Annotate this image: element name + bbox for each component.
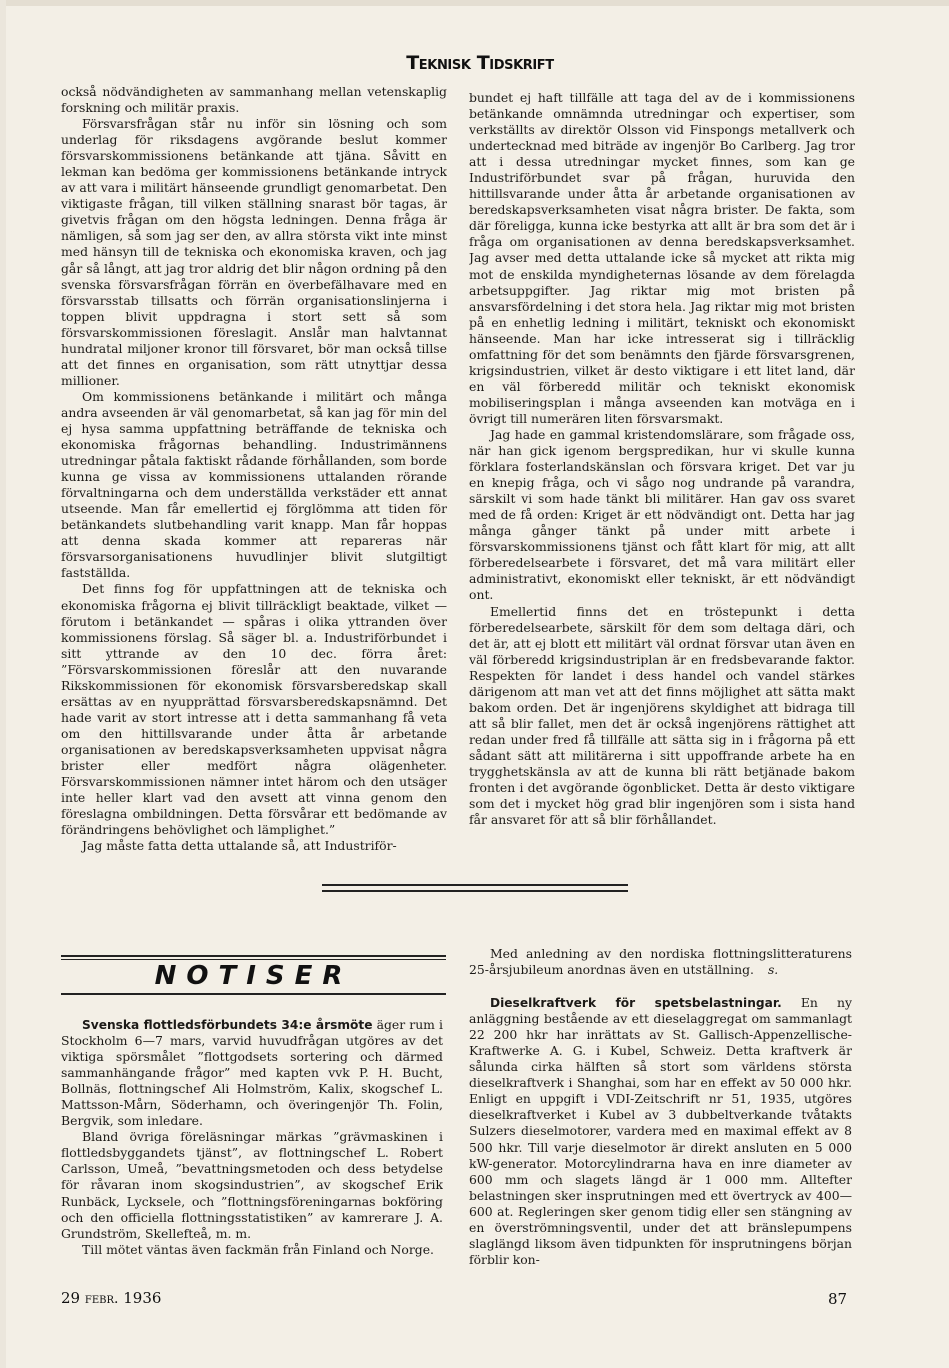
notiser-heading: NOTISER [154, 961, 353, 991]
notiser-heading-box [61, 955, 446, 997]
article-paragraph: Emellertid finns det en tröstepunkt i detta förberedelsearbete, särskilt för dem som deltaga däri, och det är, att ej blott ett militärt väl ordnat försvar utan även en väl förberedd krigsindustriplan är en fredsbevarande faktor. Respekten för landet i dess handel och vandel stärkes därigenom att man vet att det finns möjlighet att sätta makt bakom orden. Det är ingenjörens skyldighet att bidraga till att så blir fallet, men det är också ingenjörens rättighet att redan under fred få tillfälle att sätta sig in i frågorna på ett sådant sätt att militärerna i sitt uppoffrande arbete ha en trygghetskänsla av att de kunna bli rätt betjänade bakom fronten i det avgörande ögonblicket. Detta är desto viktigare som det i mycket hög grad blir ingenjören som i sista hand får ansvaret för att så blir förhållandet. [469, 603, 855, 828]
notiser-column-left [61, 1017, 443, 1277]
notice-paragraph: Bland övriga föreläsningar märkas ”grävmaskinen i flottledsbyggandets tjänst”, av flottningschef L. Robert Carlsson, Umeå, ”bevattningsmetoden och dess betydelse för råvaran inom skogsindustrien”, av skogschef Erik Runbäck, Lycksele, och ”flottningsföreningarnas bokföring och den officiella flottningsstatistiken” av kamrerare J. A. Grundström, Skellefteå, m. m. [61, 1129, 443, 1241]
notice-title: Svenska flottledsförbundets 34:e årsmöte [82, 1018, 373, 1032]
notice-body: Med anledning av den nordiska flottningslitteraturens 25-årsjubileum anordnas även en utställning. [469, 946, 852, 978]
article-paragraph: Det finns fog för uppfattningen att de tekniska och ekonomiska frågorna ej blivit tillräckligt beaktade, vilket — förutom i betänkandet — spåras i olika yttranden över kommissionens förslag. Så säger bl. a. Industriförbundet i sitt yttrande av den 10 dec. förra året: ”Försvarskommissionen föreslår att den nuvarande Rikskommissionen för ekonomisk försvarsberedskap skall ersättas av en nyupprättad försvarsberedskapsnämnd. Det hade varit av stort intresse att i detta sammanhang få veta om den hittillsvarande under åtta år arbetande organisationen av beredskapsverksamheten uppvisat några brister eller medfört några olägenheter. Försvarskommissionen nämner intet härom och den utsäger inte heller klart vad den avsett att vinna genom den föreslagna ombildningen. Detta försvårar ett bedömande av förändringens behövlighet och lämplighet.” [61, 581, 447, 838]
article-paragraph: Jag hade en gammal kristendomslärare, som frågade oss, när han gick igenom bergspredikan, hur vi skulle kunna förklara fosterlandskänslan och försvara kriget. Det var ju en knepig fråga, och vi sågo nog undrande på varandra, särskilt vi som hade tänkt bli militärer. Han gav oss svaret med de få orden: Kriget är ett nödvändigt ont. Detta har jag många gånger tänkt på under mitt arbete i försvarskommissionens tjänst och fått klart för mig, att allt förberedelsearbete i försvaret, det må vara militärt eller administrativt, ekonomiskt eller tekniskt, är ett nödvändigt ont. [469, 426, 855, 603]
notice-paragraph [469, 946, 852, 978]
article-paragraph: Jag måste fatta detta uttalande så, att Industriför- [82, 838, 397, 854]
heading-rule [61, 955, 446, 957]
paragraph-gap [469, 978, 852, 995]
journal-masthead: Teknisk Tidskrift [406, 52, 554, 74]
article-column-left [61, 84, 447, 866]
article-paragraph: Om kommissionens betänkande i militärt och många andra avseenden är väl genomarbetat, så kan jag för min del ej hysa samma uppfattning beträffande de tekniska och ekonomiska frågornas behandling. Industrimännens utredningar påtala faktiskt rådande förhållanden, som borde kunna ge vissa av kommissionens uttalanden rörande förvaltningarna och dem underställda verkstäder ett annat utseende. Man får emellertid ej förglömma att tiden för betänkandets slutbehandling varit knapp. Man får hoppas att denna skada kommer att repareras när försvarsorganisationens huvudlinjer blivit slutgiltigt fastställda. [61, 388, 447, 581]
notice-body: äger rum i Stockholm 6—7 mars, varvid huvudfrågan utgöres av det viktiga spörsmålet ”flottgodsets sortering och därmed sammanhängande frågor” med kapten vvk P. H. Bucht, Bollnäs, flottningschef Ali Holmström, Kalix, skogschef L. Mattsson-Mårn, Söderhamn, och överingenjör Th. Folin, Bergvik, som inledare. [61, 1017, 443, 1129]
issue-day: 29 [61, 1289, 81, 1307]
notiser-column-right [469, 946, 852, 1276]
notice-body: En ny anläggning bestående av ett dieselaggregat om sammanlagt 22 200 hkr har inrättats av St. Gallisch-Appenzellische-Kraftwerke A. G. i Kubel, Schweiz. Detta kraftverk är sålunda cirka hälften så stort som världens största dieselkraftverk i Shanghai, som har en effekt av 50 000 hkr. Enligt en uppgift i VDI-Zeitschrift nr 51, 1935, utgöres dieselkraftverket i Kubel av 3 dubbeltverkande tvåtakts Sulzers dieselmotorer, vardera med en maximal effekt av 8 500 hkr. Till varje dieselmotor är direkt ansluten en 5 000 kW-generator. Motorcylindrarna hava en inre diameter av 600 mm och slagets längd är 1 000 mm. Alltefter belastningen sker insprutningen med ett övertryck av 400—600 at. Regleringen sker genom tidig eller sen stängning av en överströmningsventil, under det att bränslepumpens slaglängd liksom även tidpunkten för insprutningens början förblir kon- [469, 995, 852, 1267]
issue-month: febr. [84, 1291, 119, 1307]
notice-signature: s. [767, 962, 779, 978]
heading-rule [61, 993, 446, 995]
issue-year: 1936 [123, 1289, 162, 1307]
notice-title: Dieselkraftverk för spetsbelastningar. [490, 996, 782, 1011]
issue-date [61, 1289, 161, 1307]
page-edge [0, 0, 949, 6]
article-column-right [469, 90, 855, 868]
article-paragraph: Försvarsfrågan står nu inför sin lösning och som underlag för riksdagens avgörande beslut kommer försvarskommissionens betänkande att tjäna. Såvitt en lekman kan bedöma ger kommissionens betänkande intryck av att vara i militärt hänseende grundligt genomarbetat. Den viktigaste frågan, till vilken ställning snarast bör tagas, är givetvis frågan om den högsta ledningen. Denna fråga är nämligen, så som jag ser den, av allra största vikt inte minst med hänsyn till de tekniska och ekonomiska kraven, och jag går så långt, att jag tror aldrig det blir någon ordning på den svenska försvarsfrågan förrän en överbefälhavare med en försvarsstab tillsatts och förrän organisationslinjerna i toppen blivit uppdragna i stort sett så som försvarskommissionen föreslagit. Anslår man halvtannat hundratal miljoner kronor till försvaret, bör man också tillse att det finnes en organisation, som rätt utnyttjar dessa millioner. [61, 116, 447, 388]
notice-paragraph [61, 1017, 443, 1129]
section-divider [322, 884, 628, 892]
notice-paragraph [469, 995, 852, 1268]
article-paragraph: också nödvändigheten av sammanhang mellan vetenskaplig forskning och militär praxis. [61, 84, 447, 116]
heading-rule [61, 959, 446, 960]
article-paragraph: bundet ej haft tillfälle att taga del av de i kommissionens betänkande omnämnda utredningar och expertiser, som verkställts av direktör Olsson vid Finspongs metallverk och undertecknad med biträde av ingenjör Bo Carlberg. Jag tror att i dessa utredningar mycket finnes, som kan ge Industriförbundet svar på frågan, huruvida den hittillsvarande under åtta år arbetande organisationen av beredskapsverksamheten visat några brister. De fakta, som där föreligga, kunna icke bestyrka att allt är bra som det är i fråga om organisationen av denna beredskapsverksamhet. Jag avser med detta uttalande icke så mycket att rikta mig mot de enskilda myndigheternas lösande av dem förelagda arbetsuppgifter. Jag riktar mig mot bristen på ansvarsfördelning i det stora hela. Jag riktar mig mot bristen på en enhetlig ledning i militärt, tekniskt och ekonomiskt hänseende. Man har icke intresserat sig i tillräcklig omfattning för det som benämnts den fjärde försvarsgrenen, krigsindustrien, vilket är desto viktigare i ett litet land, där en väl förberedd militär och tekniskt ekonomisk mobiliseringsplan i många avseenden kan motväga en i övrigt till numerären liten försvarsmakt. [469, 90, 855, 426]
page-number: 87 [828, 1290, 848, 1308]
page-edge [0, 0, 6, 1368]
notice-paragraph: Till mötet väntas även fackmän från Finland och Norge. [82, 1241, 434, 1257]
